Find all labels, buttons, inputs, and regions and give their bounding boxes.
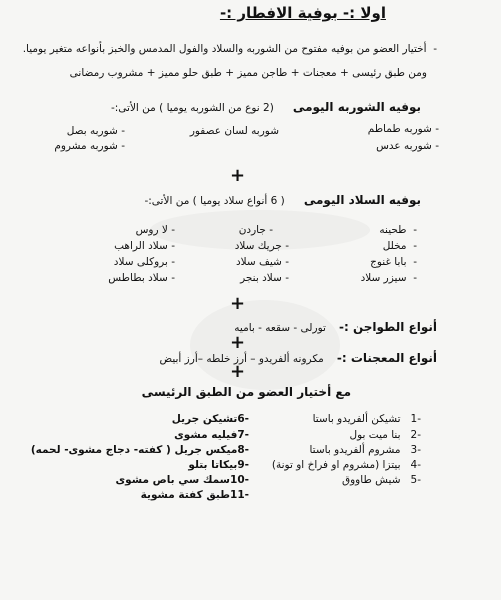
soup-item: شوربه لسان عصفور: [189, 125, 279, 137]
main-dish-item: -7فيليه مشوى: [174, 429, 249, 441]
pastries-row: [159, 347, 437, 366]
main-dish-item: -9بيكاتا بتلو: [188, 459, 249, 471]
main-dish-item: -11طبق كفتة مشوية: [140, 489, 249, 501]
soup-heading-row: [111, 96, 421, 115]
salad-heading: بوفيه السلاد اليومى: [303, 193, 421, 207]
main-dish-item: -10سمك سي باص مشوى: [115, 474, 249, 486]
main-dish-item: -4 بيتزا (مشروم او فراخ او تونة): [271, 459, 421, 471]
soup-item: - شوربه طماطم: [367, 123, 439, 135]
salad-item: - جريك سلاد: [234, 240, 289, 252]
plus-separator: +: [230, 332, 246, 353]
salad-item: - سلاد بنجر: [240, 272, 289, 284]
main-dish-item: -2 بنا ميت بول: [349, 429, 421, 441]
soup-item: - شوربه بصل: [66, 125, 125, 137]
plus-separator: +: [230, 293, 246, 314]
main-dish-item: -3 مشروم ألفريدو باستا: [309, 444, 421, 456]
plus-separator: +: [230, 361, 246, 382]
soup-item: - شوربه مشروم: [54, 140, 125, 152]
tagines-heading: أنواع الطواجن :-: [339, 320, 437, 334]
main-dish-item: -8ميكس جريل ( كفته- دجاج مشوى- لحمه): [30, 444, 249, 456]
intro-line-2: ومن طبق رئيسى + معجنات + طاجن مميز + طبق حلو مميز + مشروب رمضانى: [69, 67, 427, 79]
salad-heading-row: [144, 189, 421, 208]
soup-note: (2 نوع من الشوربه يوميا ) من الأتى:-: [110, 102, 274, 114]
main-dish-item: -6تشيكن جريل: [171, 413, 249, 425]
soup-heading: بوفيه الشوربه اليومى: [292, 100, 421, 114]
main-dish-item: -5 شيش طاووق: [341, 474, 421, 486]
salad-item: - سلاد الراهب: [114, 240, 175, 252]
page-title: اولا :- بوفية الافطار :-: [219, 4, 386, 22]
salad-item: - لا روس: [135, 224, 175, 236]
plus-separator: +: [230, 165, 246, 186]
pastries-items: مكرونه ألفريدو – أرز خلطه –أرز أبيض: [159, 353, 324, 365]
intro-line-1: - أختيار العضو من بوفيه مفتوح من الشوربه والسلاد والفول المدمس والخبز بأنواعه متغير يوميا.: [22, 43, 437, 55]
mains-heading: مع أختيار العضو من الطبق الرئيسى: [141, 385, 351, 399]
tagines-items: تورلى - سقعه - باميه: [234, 322, 326, 334]
salad-item: - سيزر سلاد: [360, 272, 417, 284]
salad-item: - شيف سلاد: [235, 256, 289, 268]
pastries-heading: أنواع المعجنات :-: [336, 351, 437, 365]
salad-note: ( 6 أنواع سلاد يوميا ) من الأتى:-: [144, 195, 285, 207]
soup-item: - شوربه عدس: [376, 140, 439, 152]
salad-item: - سلاد بطاطس: [108, 272, 175, 284]
salad-item: - مخلل: [382, 240, 417, 252]
salad-item: - طحينه: [379, 224, 417, 236]
salad-item: - بابا غنوج: [370, 256, 417, 268]
main-dish-item: -1 تشيكن ألفريدو باستا: [312, 413, 421, 425]
scan-smudge: [190, 300, 340, 390]
salad-item: - بروكلى سلاد: [113, 256, 175, 268]
tagines-row: [234, 316, 437, 335]
salad-item: - جاردن: [238, 224, 273, 236]
